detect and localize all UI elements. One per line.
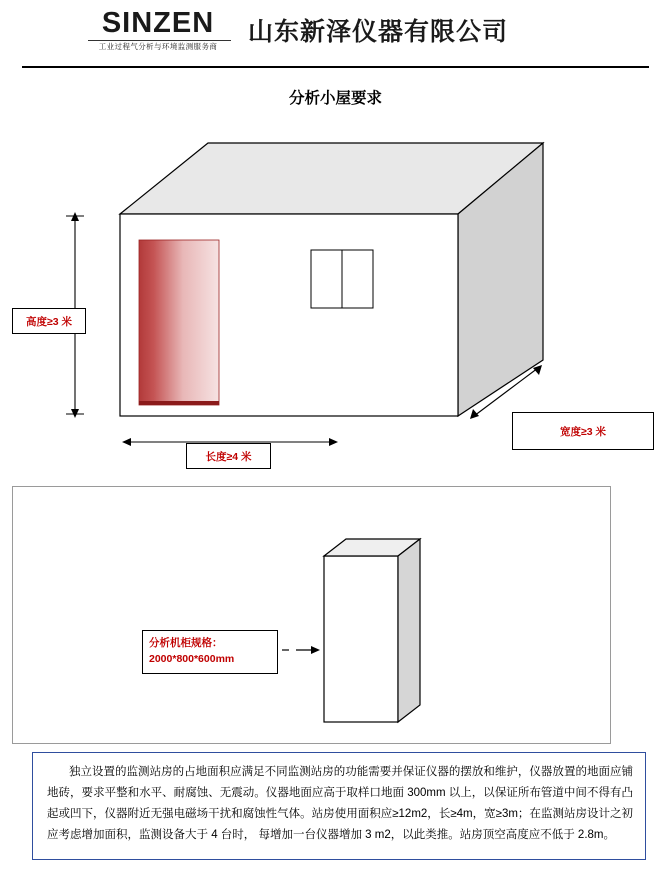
cabinet-detail-panel bbox=[12, 486, 611, 744]
house-interior-cabinet bbox=[139, 240, 219, 405]
logo-divider bbox=[88, 40, 231, 41]
width-arrow-near bbox=[470, 409, 479, 419]
cabinet-side-face bbox=[398, 539, 420, 722]
logo-tagline: 工业过程气分析与环境监测服务商 bbox=[98, 42, 218, 51]
page-title: 分析小屋要求 bbox=[288, 90, 382, 107]
brand-logo bbox=[82, 8, 234, 60]
cabinet-spec-value: 2000*800*600mm bbox=[149, 653, 235, 665]
cabinet-spec-label bbox=[142, 630, 278, 674]
cabinet-base-strip bbox=[139, 401, 219, 405]
length-dimension-label: 长度≥4 米 bbox=[186, 443, 271, 469]
width-arrow-far bbox=[533, 365, 542, 375]
height-dimension-label: 高度≥3 米 bbox=[12, 308, 86, 334]
company-name: 山东新泽仪器有限公司 bbox=[248, 18, 509, 46]
cabinet-front-face bbox=[324, 556, 398, 722]
requirements-note-box bbox=[32, 752, 646, 860]
width-dimension-label: 宽度≥3 米 bbox=[512, 412, 654, 450]
cabinet-leader-arrowhead bbox=[311, 646, 320, 654]
length-arrow-left bbox=[122, 438, 131, 446]
cabinet-diagram bbox=[13, 487, 610, 743]
logo-wordmark: SINZEN bbox=[101, 7, 215, 39]
cabinet-spec-title: 分析机柜规格： bbox=[149, 637, 223, 649]
length-arrow-right bbox=[329, 438, 338, 446]
header-divider bbox=[22, 66, 649, 68]
requirements-note-text: 独立设置的监测站房的占地面积应满足不同监测站房的功能需要并保证仪器的摆放和维护，仪器放置的地面应铺地砖，要求平整和水平、耐腐蚀、无震动。仪器地面应高于取样口地面 300mm 以上，以保证所布管道中间不得有凸起或凹下，仪器附近无强电磁场干扰和腐蚀性气体。站房使用面积应≥12m2，长≥4m，宽≥3m；在监测站房设计之初应考虑增加面积，监测设备大于 4 台时， 每增加一台仪器增加 3 m2，以此类推。站房顶空高度应不低于 2.8m。 bbox=[47, 766, 633, 841]
